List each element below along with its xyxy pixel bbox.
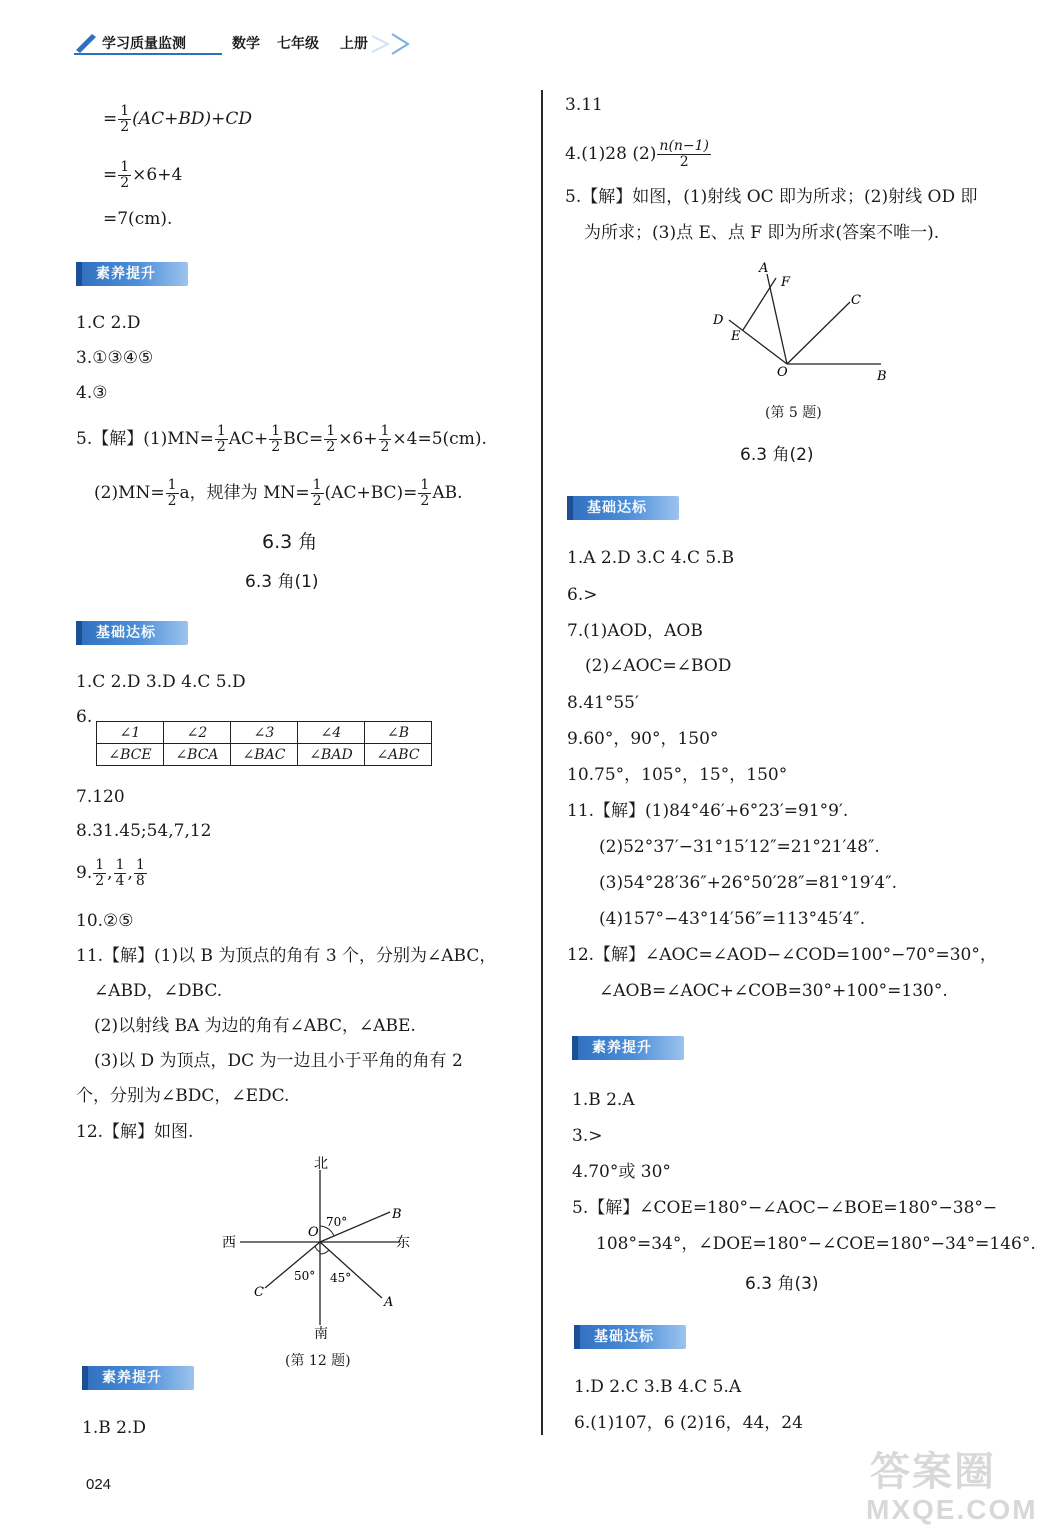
pencil-icon bbox=[76, 34, 96, 53]
table-cell: ∠1 bbox=[97, 722, 164, 744]
grade: 七年级 bbox=[277, 36, 319, 52]
q5-part1: 5.【解】(1)MN= $\frac{1}{2}$ AC+ $\frac{1}{2}$ BC= $\frac{1}{2}$ ×6+ $\frac{1}{2}$ ×4=5(cm). bbox=[76, 423, 487, 455]
label-O: O bbox=[308, 1225, 319, 1240]
page-header bbox=[72, 28, 452, 58]
table-cell: ∠B bbox=[365, 722, 432, 744]
table-cell: ∠3 bbox=[231, 722, 298, 744]
label-A: A bbox=[384, 1295, 394, 1310]
table-cell: ∠4 bbox=[298, 722, 365, 744]
angle-table bbox=[96, 721, 432, 766]
answer-line: 4.③ bbox=[76, 383, 108, 403]
table-cell: ∠BAC bbox=[231, 744, 298, 766]
section-badge-literacy: 素养提升 bbox=[76, 262, 188, 286]
answer-line: 1.A 2.D 3.C 4.C 5.B bbox=[567, 548, 735, 568]
answer-line: 6.> bbox=[567, 585, 598, 605]
label-F: F bbox=[781, 275, 791, 290]
chevron-right-icon bbox=[392, 34, 408, 54]
label-east: 东 bbox=[396, 1235, 410, 1251]
label-E: E bbox=[731, 329, 741, 344]
label-B: B bbox=[877, 369, 887, 384]
answer-line: 3.①③④⑤ bbox=[76, 348, 154, 368]
label-west: 西 bbox=[222, 1235, 236, 1251]
answer-line: 12.【解】∠AOC=∠AOD−∠COD=100°−70°=30°， bbox=[567, 945, 997, 965]
label-B: B bbox=[392, 1207, 402, 1222]
answer-line: 108°=34°，∠DOE=180°−∠COE=180°−34°=146°. bbox=[596, 1234, 1036, 1254]
label-A: A bbox=[759, 261, 769, 276]
eq-line-2: = $\frac{1}{2}$ ×6+4 bbox=[103, 159, 183, 191]
section-badge-literacy: 素养提升 bbox=[82, 1366, 194, 1390]
volume: 上册 bbox=[340, 36, 368, 52]
figure-caption: (第 5 题) bbox=[765, 405, 822, 421]
label-45: 45° bbox=[330, 1271, 352, 1285]
label-north: 北 bbox=[314, 1156, 328, 1172]
lesson-title: 6.3 角(2) bbox=[740, 445, 814, 465]
label-south: 南 bbox=[314, 1326, 328, 1340]
lesson-title: 6.3 角(3) bbox=[745, 1274, 819, 1294]
label-50: 50° bbox=[294, 1269, 316, 1283]
eq-line-1: = $\frac{1}{2}$ (AC+BD)+CD bbox=[103, 103, 252, 135]
lesson-title: 6.3 角(1) bbox=[245, 572, 319, 592]
answer-line: ∠AOB=∠AOC+∠COB=30°+100°=130°. bbox=[599, 981, 948, 1001]
section-badge-basic: 基础达标 bbox=[574, 1325, 686, 1349]
answer-line: 5.【解】∠COE=180°−∠AOC−∠BOE=180°−38°− bbox=[572, 1198, 998, 1218]
answer-line: 12.【解】如图. bbox=[76, 1122, 194, 1142]
table-cell: ∠2 bbox=[164, 722, 231, 744]
watermark-logo: 答案圈 bbox=[870, 1449, 996, 1495]
answer-line: 1.C 2.D 3.D 4.C 5.D bbox=[76, 672, 246, 692]
q5-part2: (2)MN= $\frac{1}{2}$ a，规律为 MN= $\frac{1}{2}$ (AC+BC)= $\frac{1}{2}$ AB. bbox=[94, 477, 463, 509]
label-D: D bbox=[713, 313, 724, 328]
label-70: 70° bbox=[326, 1215, 348, 1229]
table-cell: ∠BCE bbox=[97, 744, 164, 766]
section-badge-literacy: 素养提升 bbox=[572, 1036, 684, 1060]
page-number: 024 bbox=[86, 1476, 112, 1493]
answer-line: (2)52°37′−31°15′12″=21°21′48″. bbox=[599, 837, 880, 857]
answer-line: 10.②⑤ bbox=[76, 911, 134, 931]
column-divider bbox=[541, 90, 543, 1435]
answer-line: 3.> bbox=[572, 1126, 603, 1146]
answer-line: 1.D 2.C 3.B 4.C 5.A bbox=[574, 1377, 742, 1397]
label-C: C bbox=[254, 1285, 264, 1300]
figure-12 bbox=[220, 1150, 420, 1340]
answer-line: 1.C 2.D bbox=[76, 313, 141, 333]
answer-line: 7.(1)AOD，AOB bbox=[567, 621, 703, 641]
q4-line: 4.(1)28 (2) $\frac{n(n-1)}{2}$ bbox=[565, 138, 710, 170]
answer-line: (4)157°−43°14′56″=113°45′4″. bbox=[599, 909, 866, 929]
answer-line: 3.11 bbox=[565, 95, 603, 115]
answer-line: (2)∠AOC=∠BOD bbox=[585, 656, 732, 676]
answer-line: (3)以 D 为顶点，DC 为一边且小于平角的角有 2 bbox=[94, 1051, 463, 1071]
eq-line-3: =7(cm). bbox=[103, 209, 173, 229]
table-cell: ∠BAD bbox=[298, 744, 365, 766]
q9-line: 9. $\frac{1}{2}$ , $\frac{1}{4}$ , $\frac{1}{8}$ bbox=[76, 857, 145, 889]
label-C: C bbox=[851, 293, 861, 308]
answer-line: 9.60°，90°，150° bbox=[567, 729, 719, 749]
figure-5 bbox=[705, 258, 905, 393]
answer-line: ∠ABD，∠DBC. bbox=[94, 981, 223, 1001]
series-title: 学习质量监测 bbox=[102, 36, 186, 52]
answer-line: 4.70°或 30° bbox=[572, 1162, 671, 1182]
answer-line: 11.【解】(1)以 B 为顶点的角有 3 个，分别为∠ABC， bbox=[76, 946, 497, 966]
table-cell: ∠ABC bbox=[365, 744, 432, 766]
answer-line: 6.(1)107，6 (2)16，44，24 bbox=[574, 1413, 803, 1433]
answer-line: (3)54°28′36″+26°50′28″=81°19′4″. bbox=[599, 873, 897, 893]
answer-line: 1.B 2.A bbox=[572, 1090, 635, 1110]
answer-line: 11.【解】(1)84°46′+6°23′=91°9′. bbox=[567, 801, 849, 821]
subject: 数学 bbox=[232, 36, 260, 52]
answer-line: 10.75°，105°，15°，150° bbox=[567, 765, 788, 785]
answer-line: 5.【解】如图，(1)射线 OC 即为所求；(2)射线 OD 即 bbox=[565, 187, 978, 207]
answer-line: 8.41°55′ bbox=[567, 693, 639, 713]
answer-line: (2)以射线 BA 为边的角有∠ABC，∠ABE. bbox=[94, 1016, 416, 1036]
table-cell: ∠BCA bbox=[164, 744, 231, 766]
answer-line: 8.31.45;54,7,12 bbox=[76, 821, 212, 841]
answer-line: 为所求；(3)点 E、点 F 即为所求(答案不唯一). bbox=[584, 223, 940, 243]
figure-caption: (第 12 题) bbox=[285, 1353, 351, 1369]
label-O: O bbox=[777, 365, 788, 380]
answer-line: 个，分别为∠BDC，∠EDC. bbox=[76, 1086, 290, 1106]
answer-line: 7.120 bbox=[76, 787, 125, 807]
section-badge-basic: 基础达标 bbox=[567, 496, 679, 520]
watermark-url: MXQE.COM bbox=[866, 1494, 1038, 1525]
answer-line: 6. bbox=[76, 707, 93, 727]
answer-line: 1.B 2.D bbox=[82, 1418, 146, 1438]
chapter-title: 6.3 角 bbox=[262, 531, 318, 553]
section-badge-basic: 基础达标 bbox=[76, 621, 188, 645]
